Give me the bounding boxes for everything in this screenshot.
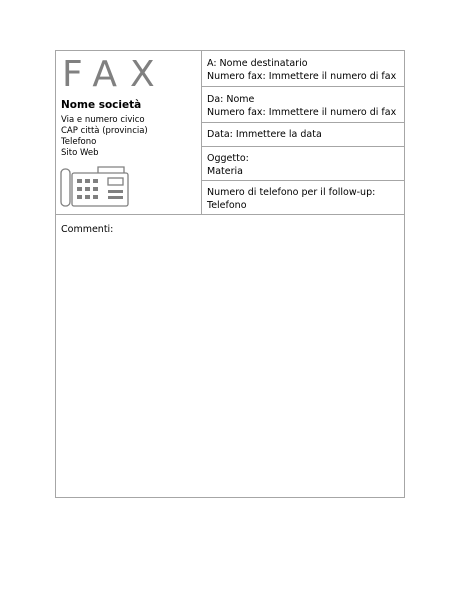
to-fax-field[interactable]: Numero fax: Immettere il numero di fax xyxy=(207,71,397,82)
date-field[interactable]: Data: Immettere la data xyxy=(207,129,322,140)
city-zip[interactable]: CAP città (provincia) xyxy=(61,126,148,136)
from-cell xyxy=(202,87,404,123)
followup-phone-field[interactable]: Telefono xyxy=(207,200,247,211)
recipient-panel xyxy=(202,51,404,215)
company-name[interactable]: Nome società xyxy=(61,99,142,111)
comments-label[interactable]: Commenti: xyxy=(61,224,114,235)
followup-label: Numero di telefono per il follow-up: xyxy=(207,187,376,198)
subject-cell xyxy=(202,147,404,181)
followup-cell xyxy=(202,181,404,215)
from-name-field[interactable]: Da: Nome xyxy=(207,94,255,105)
date-cell xyxy=(202,123,404,147)
fax-title: FAX xyxy=(62,54,168,95)
street-address[interactable]: Via e numero civico xyxy=(61,115,145,125)
fax-cover-sheet xyxy=(55,50,405,498)
to-cell xyxy=(202,51,404,87)
to-name-field[interactable]: A: Nome destinatario xyxy=(207,58,308,69)
sender-panel xyxy=(56,51,202,215)
website[interactable]: Sito Web xyxy=(61,148,99,158)
from-fax-field[interactable]: Numero fax: Immettere il numero di fax xyxy=(207,107,397,118)
fax-machine-icon xyxy=(60,166,130,208)
subject-label: Oggetto: xyxy=(207,153,249,164)
subject-field[interactable]: Materia xyxy=(207,166,243,177)
phone[interactable]: Telefono xyxy=(61,137,97,147)
